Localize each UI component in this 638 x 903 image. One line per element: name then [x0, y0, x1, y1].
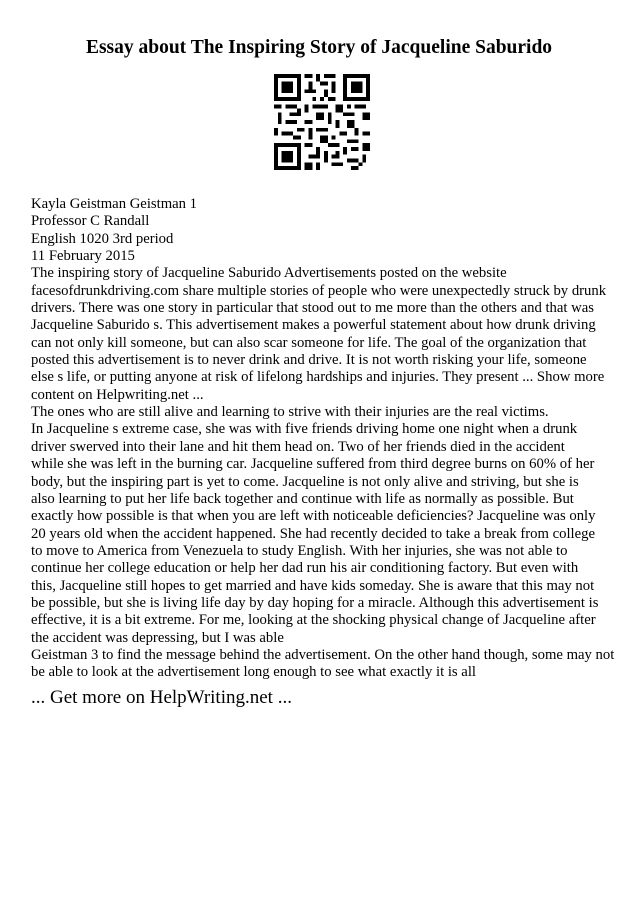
essay-line: this, Jacqueline still hopes to get married and have kids someday. She is aware that this may not — [31, 577, 595, 594]
essay-line: be able to look at the advertisement long enough to see what exactly it is all — [31, 664, 476, 681]
essay-line: The ones who are still alive and learning to strive with their injuries are the real victims. — [31, 404, 549, 421]
essay-line: also learning to put her life back together and continue with life as normally as possible. But — [31, 490, 574, 507]
essay-line: Professor C Randall — [31, 213, 150, 230]
essay-line: Kayla Geistman Geistman 1 — [31, 196, 198, 212]
essay-line: facesofdrunkdriving.com share multiple stories of people who were unexpectedly struck by drunk — [31, 282, 607, 299]
essay-line: exactly how possible is that when you are left with noticeable deficiencies? Jacqueline was only — [31, 508, 596, 525]
essay-line: the accident was depressing, but I was able — [31, 629, 284, 646]
get-more-link[interactable]: ... Get more on HelpWriting.net ... — [31, 687, 292, 708]
essay-line: driver swerved into their lane and hit them head on. Two of her friends died in the accident — [31, 438, 565, 455]
essay-line: English 1020 3rd period — [31, 230, 174, 247]
essay-title: Essay about The Inspiring Story of Jacqueline Saburido — [85, 37, 553, 58]
essay-line: else s life, or putting anyone at risk of lifelong hardships and injuries. They present ... Show more — [31, 369, 605, 386]
essay-line: body, but the inspiring part is yet to come. Jacqueline is not only alive and striving, but she is — [31, 473, 579, 490]
essay-line: while she was left in the burning car. Jacqueline suffered from third degree burns on 60% of her — [31, 456, 595, 473]
essay-line: 20 years old when the accident happened. She had recently decided to take a break from college — [31, 525, 596, 542]
essay-line: 11 February 2015 — [31, 248, 135, 265]
qr-code-icon — [274, 74, 370, 170]
essay-line: In Jacqueline s extreme case, she was with five friends driving home one night when a drunk — [31, 421, 578, 438]
essay-line: Geistman 3 to find the message behind the advertisement. On the other hand though, some may not — [31, 646, 615, 663]
essay-line: can not only kill someone, but can also scar someone for life. The goal of the organization that — [31, 334, 587, 351]
essay-line: Jacqueline Saburido s. This advertisement makes a powerful statement about how drunk driving — [31, 317, 596, 334]
essay-line: continue her college education or help her dad run his air conditioning factory. But even with — [31, 560, 579, 577]
essay-line: effective, it is a bit extreme. For me, looking at the shocking physical change of Jacqueline after — [31, 612, 596, 629]
essay-line: The inspiring story of Jacqueline Saburido Advertisements posted on the website — [31, 265, 507, 282]
essay-line: posted this advertisement is to never drink and drive. It is not worth risking your life, someone — [31, 352, 587, 369]
essay-body — [31, 196, 613, 682]
essay-line: be possible, but she is living life day by day hoping for a miracle. Although this advertisement is — [31, 594, 599, 611]
essay-line: drivers. There was one story in particular that stood out to me more than the others and that was — [31, 300, 595, 317]
essay-line: to move to America from Venezuela to study English. With her injuries, she was not able to — [31, 542, 568, 559]
essay-line: content on Helpwriting.net ... — [31, 386, 204, 403]
